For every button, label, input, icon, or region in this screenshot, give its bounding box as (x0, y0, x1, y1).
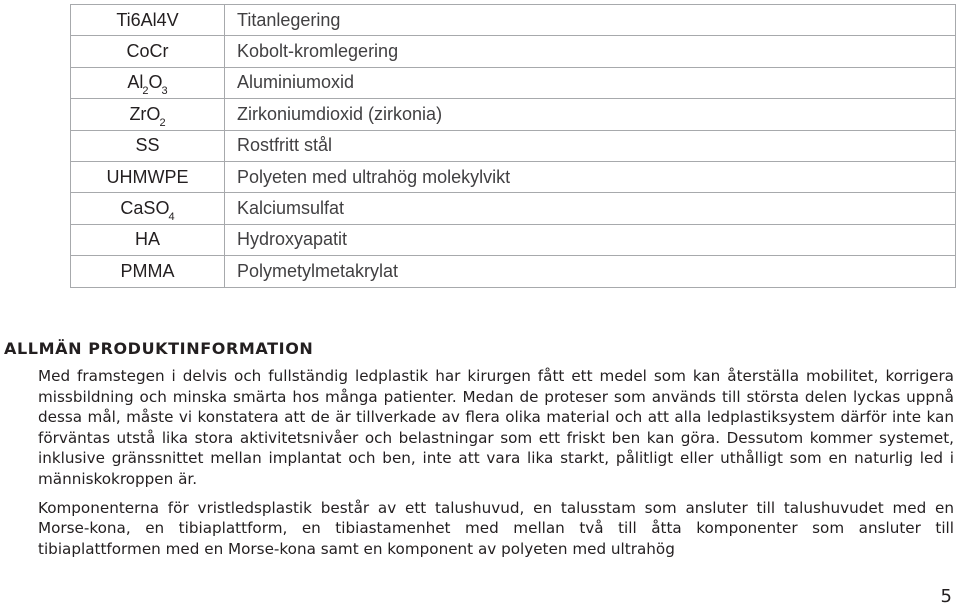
body-paragraph: Komponenterna för vristledsplastik består av ett talushuvud, en talusstam som ansluter till talushuvudet med en Morse-kona, en tibiaplattform, en tibiastamenhet med mellan två till åtta komponenter som ansluter till tibiaplattformen med en Morse-kona samt en komponent av polyeten med ultrahög (38, 498, 954, 558)
material-abbreviation: $Al_2O_3$ (71, 67, 225, 98)
material-abbreviation: CaSO$_4$ (71, 193, 225, 224)
material-abbreviation: UHMWPE (71, 161, 225, 192)
material-name: Zirkoniumdioxid (zirkonia) (225, 99, 956, 130)
material-name: Titanlegering (225, 5, 956, 36)
body-paragraph: Med framstegen i delvis och fullständig ledplastik har kirurgen fått ett medel som kan återställa mobilitet, korrigera missbildning och minska smärta hos många patienter. Medan de proteser som används till största delen lyckas uppnå dessa mål, måste vi konstatera att de är tillverkade av flera olika material och att alla ledplastiksystem därför inte kan förväntas utstå lika stora aktivitetsnivåer och belastningar som ett friskt ben kan göra. Dessutom kommer systemet, inklusive gränssnittet mellan implantat och ben, inte att vara lika starkt, pålitligt eller uthålligt som en naturlig led i människokroppen är. (38, 367, 954, 488)
table-row (71, 256, 956, 287)
general-product-information-section (0, 338, 960, 559)
material-abbreviation: HA (71, 224, 225, 255)
material-abbreviation: CoCr (71, 36, 225, 67)
section-heading: ALLMÄN PRODUKTINFORMATION (4, 339, 314, 358)
table-row (71, 130, 956, 161)
material-name: Hydroxyapatit (225, 224, 956, 255)
material-name: Rostfritt stål (225, 130, 956, 161)
material-name: Polyeten med ultrahög molekylvikt (225, 161, 956, 192)
table-row (71, 5, 956, 36)
table-row (71, 67, 956, 98)
formula-part: O (148, 72, 163, 93)
material-name: Kalciumsulfat (225, 193, 956, 224)
subscript: 4 (168, 211, 175, 224)
material-name: Kobolt-kromlegering (225, 36, 956, 67)
material-abbreviation: PMMA (71, 256, 225, 287)
table-row (71, 36, 956, 67)
material-abbreviation: SS (71, 130, 225, 161)
page-number: 5 (940, 586, 952, 607)
subscript: 2 (142, 85, 149, 98)
table-row (71, 224, 956, 255)
subscript: 2 (159, 116, 166, 129)
table-row (71, 193, 956, 224)
table-row (71, 99, 956, 130)
material-abbreviation: Ti6Al4V (71, 5, 225, 36)
subscript: 3 (161, 85, 168, 98)
material-name: Aluminiumoxid (225, 67, 956, 98)
material-name: Polymetylmetakrylat (225, 256, 956, 287)
table-row (71, 161, 956, 192)
materials-table (70, 4, 956, 288)
material-abbreviation: ZrO$_2$ (71, 99, 225, 130)
